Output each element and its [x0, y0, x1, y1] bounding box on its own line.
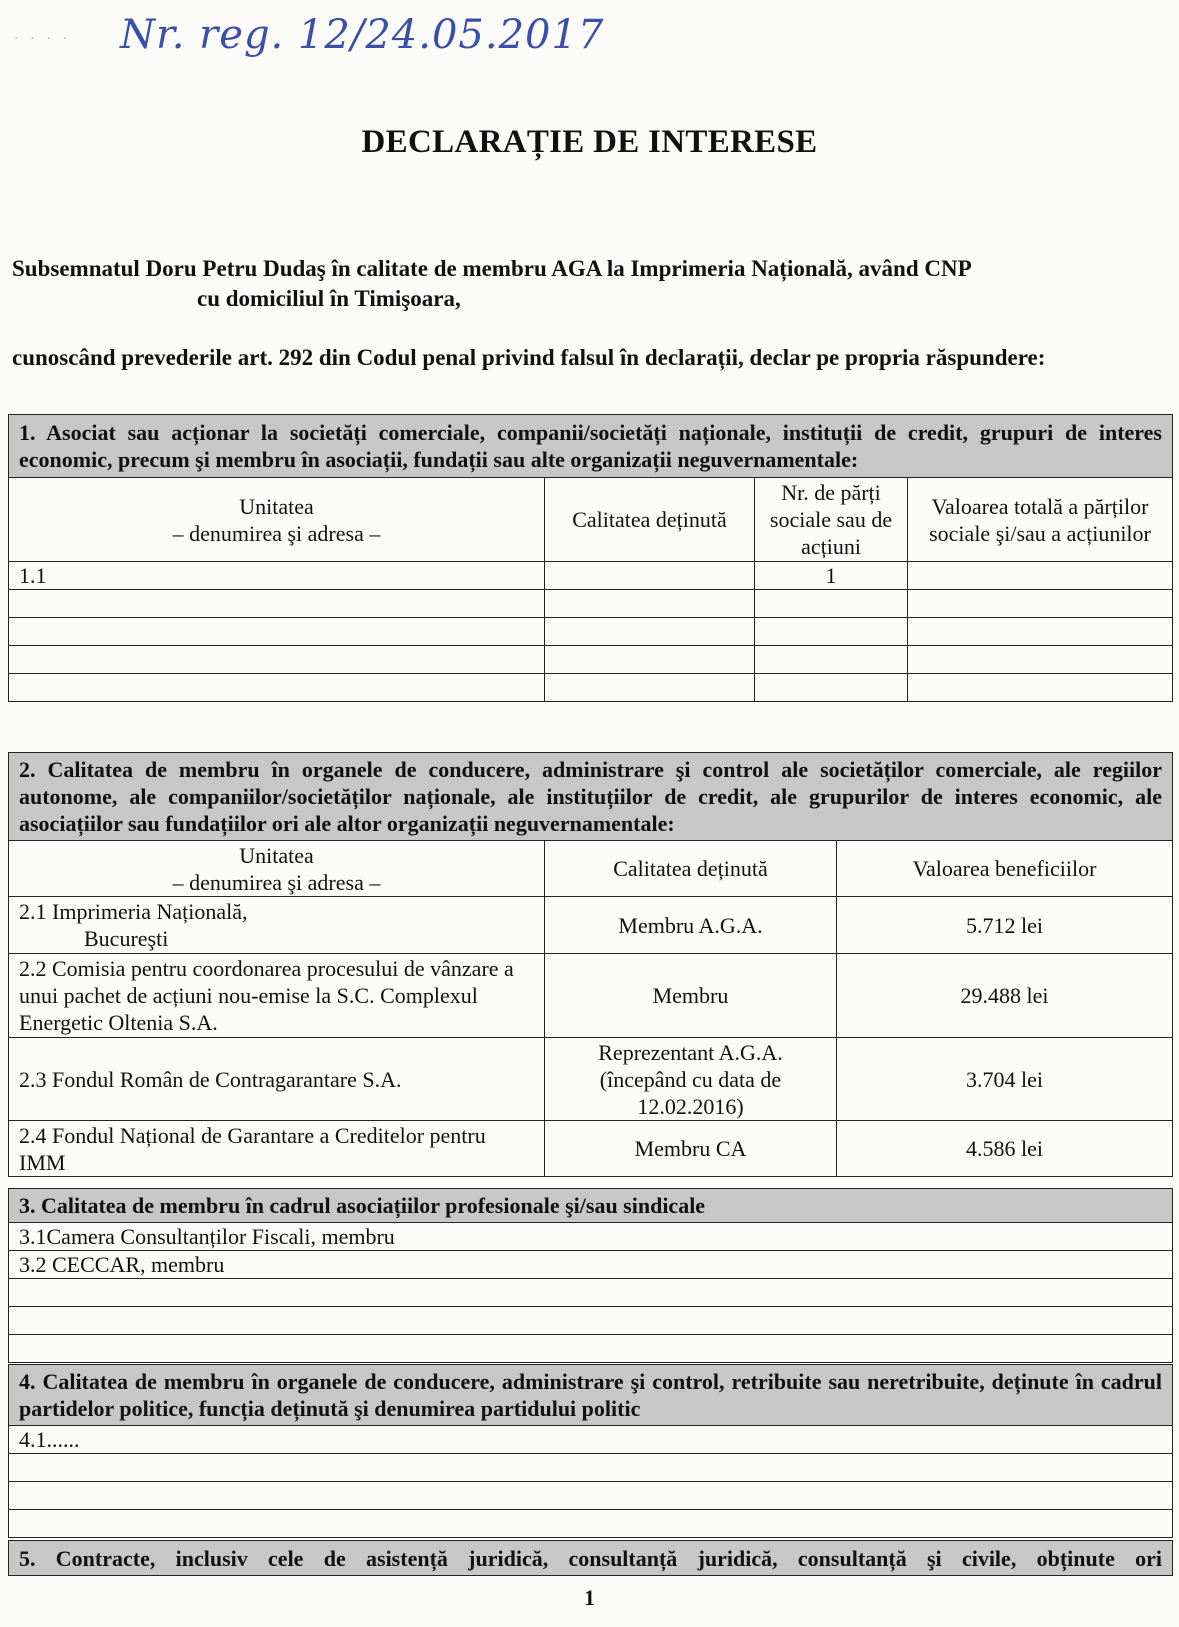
section3-row1: 3.1Camera Consultanților Fiscali, membru	[9, 1223, 1173, 1251]
document-title: DECLARAȚIE DE INTERESE	[361, 124, 818, 160]
row1-unit-line2: Bucureşti	[84, 926, 169, 951]
section1-col-value: Valoarea totală a părților sociale şi/sau a acțiunilor	[908, 478, 1173, 562]
section2-row4-unit: 2.4 Fondul Național de Garantare a Creditelor pentru IMM	[9, 1121, 545, 1177]
section2-table	[8, 752, 1173, 1177]
section1-table	[8, 414, 1173, 702]
section2-row1-unit	[9, 897, 545, 954]
section2-row3-unit: 2.3 Fondul Român de Contragarantare S.A.	[9, 1038, 545, 1121]
section1-col-quality: Calitatea deținută	[545, 478, 755, 562]
table-row	[9, 1279, 1173, 1307]
section1-header: 1. Asociat sau acționar la societăți comerciale, companii/societăți naționale, instituții de credit, grupuri de interes economic, precum şi membru în asociații, fundații sau alte organizații neguvernamentale:	[9, 415, 1173, 478]
table-row	[9, 1510, 1173, 1538]
table-row	[9, 590, 1173, 618]
section4-header: 4. Calitatea de membru în organele de conducere, administrare şi control, retribuite sau neretribuite, deținute în cadrul partidelor politice, funcția deținută şi denumirea partidului politic	[9, 1365, 1173, 1426]
table-row	[9, 1251, 1173, 1279]
section3-table	[8, 1188, 1173, 1363]
section4-row1: 4.1......	[9, 1426, 1173, 1454]
table-row	[9, 954, 1173, 1038]
col-unit-title: Unitatea	[239, 842, 314, 868]
section1-col-unit	[9, 478, 545, 562]
table-row	[9, 1335, 1173, 1363]
table-row	[9, 1223, 1173, 1251]
section5-table	[8, 1540, 1173, 1576]
section1-col-shares: Nr. de părți sociale sau de acțiuni	[755, 478, 908, 562]
col-unit-title: Unitatea	[239, 493, 314, 519]
table-row	[9, 1454, 1173, 1482]
section2-row2-unit: 2.2 Comisia pentru coordonarea procesului de vânzare a unui pachet de acțiuni nou-emise la S.C. Complexul Energetic Oltenia S.A.	[9, 954, 545, 1038]
table-row	[9, 1038, 1173, 1121]
declarant-intro	[12, 254, 1162, 314]
intro-line-1: Subsemnatul Doru Petru Dudaş în calitate de membru AGA la Imprimeria Națională, având CNP	[12, 256, 972, 281]
table-row	[9, 1482, 1173, 1510]
table-row	[9, 1121, 1173, 1177]
section3-header: 3. Calitatea de membru în cadrul asociațiilor profesionale şi/sau sindicale	[9, 1189, 1173, 1223]
table-row	[9, 618, 1173, 646]
section2-col-quality: Calitatea deținută	[545, 841, 837, 897]
intro-line-2: cu domiciliul în Timişoara,	[197, 286, 461, 311]
section2-col-unit	[9, 841, 545, 897]
registration-note: Nr. reg. 12/24.05.2017	[120, 12, 605, 58]
table-row	[9, 674, 1173, 702]
section2-row4-value: 4.586 lei	[837, 1121, 1173, 1177]
table-row	[9, 562, 1173, 590]
section2-header: 2. Calitatea de membru în organele de conducere, administrare şi control ale societăților comerciale, ale regiilor autonome, ale companiilor/societăților naționale, ale instituțiilor de credit, ale grupurilor de interes economic, ale asociațiilor sau fundațiilor ori ale altor organizații neguvernamentale:	[9, 753, 1173, 841]
col-unit-subtitle: – denumirea şi adresa –	[172, 869, 381, 895]
section1-row1-quality	[545, 562, 755, 590]
section2-row1-value: 5.712 lei	[837, 897, 1173, 954]
scan-specks: · · · ·	[14, 32, 72, 47]
section2-row3-value: 3.704 lei	[837, 1038, 1173, 1121]
section1-row1-unit: 1.1	[9, 562, 545, 590]
section2-row2-quality: Membru	[545, 954, 837, 1038]
section1-row1-shares: 1	[755, 562, 908, 590]
col-unit-subtitle: – denumirea şi adresa –	[172, 520, 381, 546]
section2-row2-value: 29.488 lei	[837, 954, 1173, 1038]
section2-row1-quality: Membru A.G.A.	[545, 897, 837, 954]
section2-row3-quality: Reprezentant A.G.A. (începând cu data de 12.02.2016)	[545, 1038, 837, 1121]
section1-row1-value	[908, 562, 1173, 590]
section2-row4-quality: Membru CA	[545, 1121, 837, 1177]
table-row	[9, 897, 1173, 954]
table-row	[9, 646, 1173, 674]
row1-unit-line1: 2.1 Imprimeria Națională,	[19, 899, 248, 924]
section2-col-value: Valoarea beneficiilor	[837, 841, 1173, 897]
intro-line-3: cunoscând prevederile art. 292 din Codul penal privind falsul în declarații, declar pe propria răspundere:	[12, 345, 1046, 370]
section4-table	[8, 1364, 1173, 1538]
section3-row2: 3.2 CECCAR, membru	[9, 1251, 1173, 1279]
table-row	[9, 1426, 1173, 1454]
page-number: 1	[584, 1585, 595, 1610]
table-row	[9, 1307, 1173, 1335]
section5-header: 5. Contracte, inclusiv cele de asistență juridică, consultanță juridică, consultanță şi civile, obținute ori	[9, 1541, 1173, 1576]
